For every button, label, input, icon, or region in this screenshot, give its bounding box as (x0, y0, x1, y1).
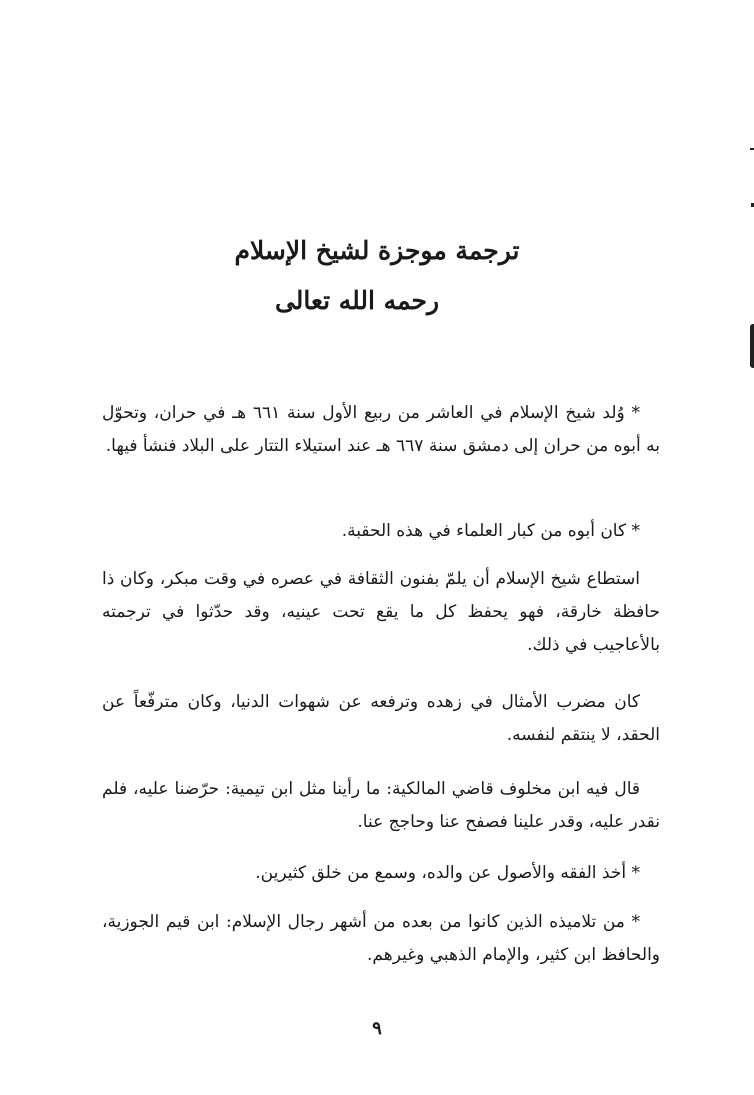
edge-mark (750, 324, 754, 368)
paragraph-father (102, 515, 660, 548)
paragraph-asceticism (102, 686, 660, 752)
paragraph-learning (102, 563, 660, 662)
paragraph-text: قال فيه ابن مخلوف قاضي المالكية: ما رأينا مثل ابن تيمية: حرّضنا عليه، فلم نقدر عليه، وقدر علينا فصفح عنا وحاجج عنا. (102, 779, 660, 832)
paragraph-text: * وُلد شيخ الإسلام في العاشر من ربيع الأول سنة ٦٦١ هـ في حران، وتحوّل به أبوه من حران إلى دمشق سنة ٦٦٧ هـ عند استيلاء التتار على البلاد فنشأ فيها. (102, 403, 660, 456)
paragraph-birth (102, 397, 660, 463)
title-line-2: رحمه الله تعالى (274, 286, 440, 315)
paragraph-teachers (102, 857, 660, 890)
paragraph-text: كان مضرب الأمثال في زهده وترفعه عن شهوات الدنيا، وكان مترفّعاً عن الحقد، لا ينتقم لنفسه. (102, 692, 660, 745)
paragraph-quote (102, 773, 660, 839)
page-title (0, 226, 754, 326)
edge-mark (750, 148, 754, 150)
paragraph-text: * من تلاميذه الذين كانوا من بعده من أشهر رجال الإسلام: ابن قيم الجوزية، والحافظ ابن كثير، والإمام الذهبي وغيرهم. (102, 912, 660, 965)
paragraph-text: * كان أبوه من كبار العلماء في هذه الحقبة. (341, 521, 640, 541)
paragraph-students (102, 906, 660, 972)
page-number: ٩ (372, 1018, 382, 1039)
title-line-1: ترجمة موجزة لشيخ الإسلام (234, 236, 520, 265)
paragraph-text: استطاع شيخ الإسلام أن يلمّ بفنون الثقافة في عصره في وقت مبكر، وكان ذا حافظة خارقة، فهو يحفظ كل ما يقع تحت عينيه، وقد حدّثوا في ترجمته بالأعاجيب في ذلك. (102, 569, 660, 655)
paragraph-text: * أخذ الفقه والأصول عن والده، وسمع من خلق كثيرين. (255, 863, 640, 883)
